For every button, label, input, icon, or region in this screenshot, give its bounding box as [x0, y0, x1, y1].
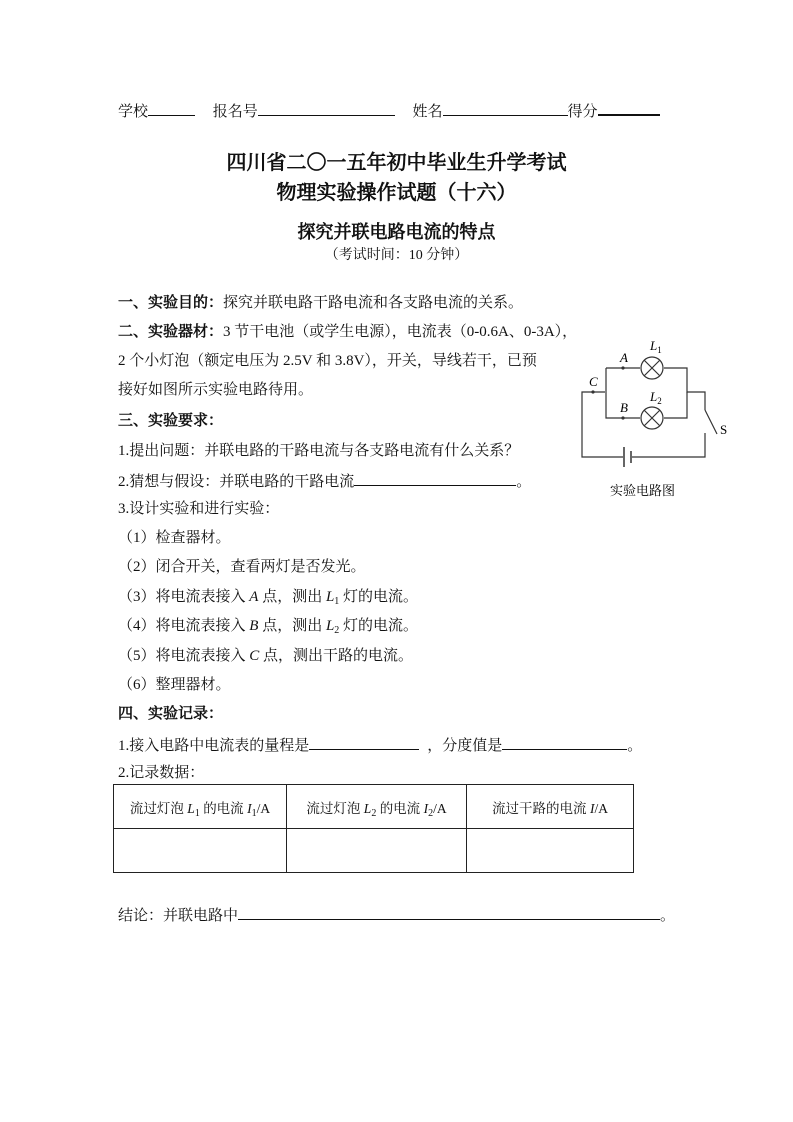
t: /A — [433, 800, 447, 816]
question-3: 3.设计实验和进行实验： — [118, 501, 280, 517]
section-heading: 一、实验目的： — [118, 295, 224, 311]
section-text: 3 节干电池（或学生电源），电流表（0-0.6A、0-3A）， — [223, 324, 578, 340]
t: 点，测出 — [258, 589, 326, 605]
t: ，分度值是 — [427, 738, 503, 754]
step-5 — [118, 647, 413, 665]
reg-no-label: 报名号 — [212, 104, 258, 120]
record-2: 2.记录数据： — [118, 765, 205, 781]
t: 点，测出干路的电流。 — [259, 648, 414, 664]
switch — [705, 410, 717, 434]
t: 1 — [251, 807, 257, 819]
step-4 — [118, 617, 418, 635]
point-b-label: B — [620, 400, 628, 415]
exam-subtitle: 物理实验操作试题（十六） — [276, 182, 517, 204]
t: I — [423, 800, 429, 816]
exam-title: 四川省二〇一五年初中毕业生升学考试 — [226, 152, 567, 174]
reg-no-blank[interactable] — [258, 101, 395, 116]
point-c-label: C — [589, 374, 598, 389]
experiment-title: 探究并联电路电流的特点 — [297, 222, 496, 242]
t: （3）将电流表接入 — [118, 589, 250, 605]
range-blank[interactable] — [309, 735, 419, 750]
t: C — [249, 648, 260, 664]
section-text: 探究并联电路干路电流和各支路电流的关系。 — [223, 295, 524, 311]
t: 1 — [334, 596, 340, 607]
step-1: （1）检查器材。 — [118, 530, 231, 546]
point-a-label: A — [620, 350, 628, 365]
svg-text:L1 — [649, 338, 662, 355]
t: （4）将电流表接入 — [118, 618, 250, 634]
hypothesis-blank[interactable] — [354, 471, 516, 486]
t: L — [325, 618, 335, 634]
l2-label: L — [650, 389, 658, 404]
name-blank[interactable] — [443, 101, 568, 116]
switch-label: S — [720, 422, 728, 437]
score-blank[interactable] — [598, 100, 660, 116]
name-label: 姓名 — [412, 104, 443, 120]
t: L — [187, 800, 195, 816]
period: 。 — [516, 474, 532, 490]
circuit-diagram — [570, 330, 740, 510]
t: 流过灯泡 — [306, 800, 364, 816]
battery-icon — [624, 447, 631, 467]
t: 2 — [428, 807, 434, 819]
section-heading: 三、实验要求： — [118, 413, 224, 429]
t: 1.接入电路中电流表的量程是 — [118, 738, 310, 754]
t: 的电流 — [376, 800, 424, 816]
t: 点，测出 — [258, 618, 326, 634]
t: 2 — [334, 625, 340, 636]
t: L — [325, 589, 335, 605]
t: I — [589, 800, 595, 816]
step-3 — [118, 588, 418, 606]
record-1 — [118, 735, 642, 755]
question-text: 2.猜想与假设：并联电路的干路电流 — [118, 474, 355, 490]
section-heading: 四、实验记录： — [118, 706, 224, 722]
exam-time: （考试时间：10 分钟） — [324, 248, 469, 263]
t: L — [363, 800, 372, 816]
t: 。 — [627, 738, 643, 754]
header-l1 — [114, 785, 287, 829]
t: 2 — [371, 807, 377, 819]
t: B — [249, 618, 259, 634]
school-label: 学校 — [118, 104, 149, 120]
data-table — [113, 784, 634, 873]
division-blank[interactable] — [502, 735, 627, 750]
question-2 — [118, 471, 531, 491]
t: 。 — [660, 908, 676, 924]
section-heading: 二、实验器材： — [118, 324, 224, 340]
score-label: 得分 — [567, 104, 598, 120]
conclusion-blank[interactable] — [238, 905, 660, 920]
t: 的电流 — [199, 800, 248, 816]
conclusion — [118, 905, 675, 925]
section-equipment — [118, 323, 577, 341]
cell-main[interactable] — [467, 829, 634, 873]
t: /A — [256, 800, 271, 816]
circuit-caption: 实验电路图 — [610, 483, 676, 498]
t: /A — [594, 800, 608, 816]
t: 流过干路的电流 — [492, 800, 590, 816]
svg-text:L2 — [649, 389, 662, 406]
t: I — [247, 800, 252, 816]
equipment-line-3: 接好如图所示实验电路待用。 — [118, 382, 314, 398]
t: 1 — [194, 807, 200, 819]
question-1: 1.提出问题：并联电路的干路电流与各支路电流有什么关系？ — [118, 443, 520, 459]
equipment-line-2: 2 个小灯泡（额定电压为 2.5V 和 3.8V），开关，导线若干，已预 — [118, 353, 537, 369]
section-purpose — [118, 294, 523, 312]
cell-l2[interactable] — [287, 829, 467, 873]
t: A — [249, 589, 259, 605]
step-6: （6）整理器材。 — [118, 677, 231, 693]
step-2: （2）闭合开关，查看两灯是否发光。 — [118, 559, 366, 575]
header-fields — [118, 100, 660, 121]
wire — [606, 368, 687, 418]
t: 灯的电流。 — [339, 618, 419, 634]
t: （5）将电流表接入 — [118, 648, 250, 664]
t: 流过灯泡 — [129, 800, 188, 816]
header-main — [467, 785, 634, 829]
school-blank[interactable] — [148, 101, 195, 116]
l2-sub: 2 — [657, 396, 662, 406]
l1-label: L — [650, 338, 658, 353]
cell-l1[interactable] — [114, 829, 287, 873]
l1-sub: 1 — [657, 345, 662, 355]
t: 结论：并联电路中 — [118, 908, 239, 924]
header-l2 — [287, 785, 467, 829]
t: 灯的电流。 — [339, 589, 419, 605]
